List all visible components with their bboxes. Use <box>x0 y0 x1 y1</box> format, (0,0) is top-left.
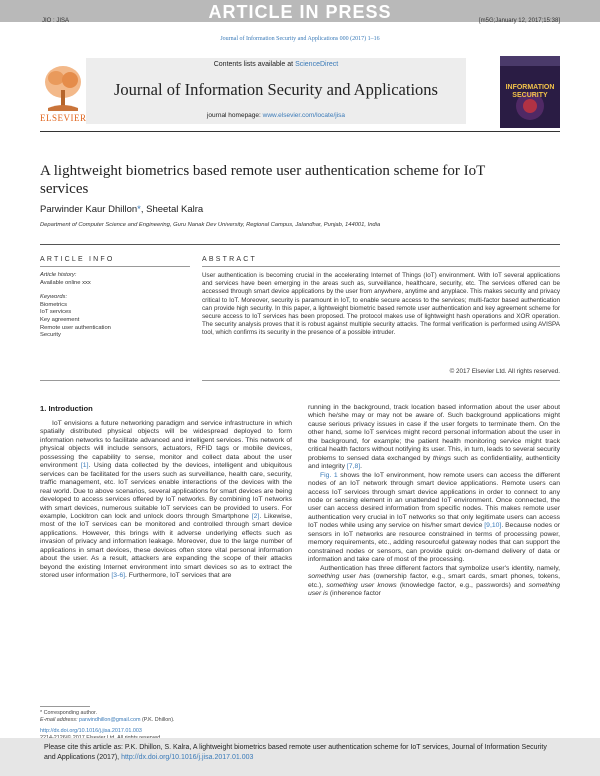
citation-link[interactable]: [3-6] <box>111 572 126 580</box>
citation-link[interactable]: [7,8] <box>346 463 361 471</box>
citation-link[interactable]: [2] <box>251 512 260 520</box>
contents-line <box>86 61 466 68</box>
info-bottom-rule <box>40 380 190 381</box>
keyword: Key agreement <box>40 316 80 323</box>
publisher-name: ELSEVIER <box>40 113 87 123</box>
abstract-heading: ABSTRACT <box>202 256 257 263</box>
email-suffix: (P.K. Dhillon). <box>140 717 175 723</box>
citation-link[interactable]: [9,10] <box>484 522 502 530</box>
journal-homepage <box>86 112 466 119</box>
paragraph: IoT envisions a future networking paradigm and service infrastructure in which spatially distributed physical objects will be widespread deployed to form information networks to facilitate advanced and intelligent services. This network of physical objects will include sensors, actuators, RFID tags or mobile devices, possessing the capability to sense, monitor and collect data about the user environment [1]. Using data collected by the devices, intelligent and ubiquitous services can be facilitated for the users such as surveillance, health care, security, traffic management, etc. IoT services enable interactions of the devices with the real world. Due to above scenarios, several applications for smart devices are being developed to access services offered by IoT networks. By combining IoT networks with smart devices, numerous suitable IoT services can be provided to users. For example, Lockitron can lock and unlock doors through Smartphone [2]. Likewise, most of the IoT services can be monitored and controlled through smart device applications. However, this brings with it adverse underlying effects such as invasion of privacy and information leakage. Moreover, due to the large number of applications in smart devices, these devices often store vital personal information about the user. As a result, attackers are expanding the scope of their attacks beyond the existing Internet environment into smart devices so as to extract the stored user information [3-6]. Furthermore, IoT services that are <box>40 420 292 580</box>
cover-title: INFORMATION SECURITY <box>505 84 555 99</box>
footnote-rule <box>40 706 90 707</box>
article-title: A lightweight biometrics based remote user authentication scheme for IoT services <box>40 163 486 197</box>
homepage-prefix: journal homepage: <box>206 112 263 119</box>
journal-reference[interactable]: Journal of Information Security and Applications 000 (2017) 1–16 <box>220 36 380 42</box>
header-divider <box>40 131 560 132</box>
citation-text <box>44 743 556 763</box>
journal-title: Journal of Information Security and Applications <box>114 80 438 99</box>
body-column-right <box>308 404 560 598</box>
keyword: Security <box>40 332 61 339</box>
keyword: Remote user authentication <box>40 324 111 331</box>
doi-link[interactable]: http://dx.doi.org/10.1016/j.jisa.2017.01.003 <box>40 728 142 734</box>
citation-link[interactable]: [1] <box>80 462 89 470</box>
affiliation: Department of Computer Science and Engineering, Guru Nanak Dev University, Regional Campus, Jalandhar, Punjab, 144001, India <box>40 222 381 228</box>
author-2[interactable]: Sheetal Kalra <box>146 204 204 215</box>
banner-title: ARTICLE IN PRESS <box>208 2 392 22</box>
figure-link[interactable]: Fig. 1 <box>320 471 338 479</box>
keyword: Biometrics <box>40 301 68 308</box>
citation-doi-link[interactable]: http://dx.doi.org/10.1016/j.jisa.2017.01.003 <box>121 754 254 761</box>
abstract-text: User authentication is becoming crucial in the accelerating Internet of Things (IoT) environment. With IoT several applications and services have been emerging in the areas such as, surveillance, healthcare, security, etc. The services offered can be accessed through smart device applications by the user from anywhere, anytime and anyplace. This makes security and privacy critical to IoT. Moreover, security is paramount in IoT, to enable secure access to the services; multi-factor based authentication can provide high security. In this paper, a lightweight biometric based remote user authentication and key agreement scheme for secure access to IoT services has been proposed. The protocol makes use of lightweight hash operations and XOR operation. The security analysis proves that it is robust against multiple security attacks. The formal verification is performed using AVISPA tool, which confirms its security in the presence of a possible intruder. <box>202 272 560 337</box>
corresponding-author-mark[interactable]: * <box>137 204 141 215</box>
contents-prefix: Contents lists available at <box>213 61 296 68</box>
author-1[interactable]: Parwinder Kaur Dhillon <box>40 204 138 215</box>
author-separator: , <box>140 204 147 215</box>
info-divider <box>40 244 560 245</box>
sciencedirect-link[interactable]: ScienceDirect <box>295 61 339 68</box>
paragraph: running in the background, track location based information about the user about which he/she may or may not be aware of. Such background applications might cause serious privacy issues in case if the user forgets to terminate them. On the other hand, some IoT services might record personal information about the user in the background, for example; the patient health monitoring service might track critical health factors without notifying its user. This, in turn, leads to several security problems to sensed data exchanged by things such as confidentiality, authenticity and integrity [7,8]. <box>308 404 560 471</box>
history-label: Article history: <box>40 272 77 278</box>
section-heading-introduction: 1. Introduction <box>40 404 93 413</box>
homepage-link[interactable]: www.elsevier.com/locate/jisa <box>262 112 346 119</box>
author-email-link[interactable]: parwindhillon@gmail.com <box>78 717 141 723</box>
paragraph: Authentication has three different factors that symbolize user's identity, namely, something user has (ownership factor, e.g., smart cards, smart phones, tokens, etc.), something user knows (knowledge factor, e.g., passwords) and something user is (inherence factor <box>308 564 560 597</box>
history-value: Available online xxx <box>40 279 91 286</box>
keyword: IoT services <box>40 309 72 316</box>
article-info-heading: ARTICLE INFO <box>40 256 115 263</box>
banner-journal-code: JIO : JISA <box>42 18 70 24</box>
keywords-label: Keywords: <box>40 294 68 301</box>
author-list <box>40 204 203 215</box>
abstract-bottom-rule <box>202 380 560 381</box>
banner-timestamp: [m5G;January 12, 2017;15:38] <box>478 18 560 24</box>
abstract-copyright: © 2017 Elsevier Ltd. All rights reserved. <box>449 368 560 375</box>
body-column-left <box>40 420 292 581</box>
info-rule <box>40 266 190 267</box>
citation-prefix: Please cite this article as: P.K. Dhillon, S. Kalra, A lightweight biometrics based remote user authentication scheme for IoT services, Journal of Information Security and Applications (2017), <box>44 744 547 761</box>
abstract-rule <box>202 266 560 267</box>
corresponding-author-note: * Corresponding author. <box>40 710 97 716</box>
article-info <box>40 272 190 340</box>
email-label: E-mail address: <box>40 717 79 723</box>
paragraph: Fig. 1 shows the IoT environment, how remote users can access the different nodes of an IoT network through smart device applications. Remote users can access IoT services through smart device applications in order to connect to any node or sensing element in an unattended IoT environment. Once connected, the user can access desired information from specific nodes. This makes remote user authentication very crucial in IoT networks so that only legitimate users can access IoT nodes while using any service on his/her smart device [9,10]. Because nodes or sensors in IoT networks are resource constrained in terms of processing power, memory requirements, etc., adding resourceful gateway nodes that can support the constrained nodes or sensors, can provide quick on-demand delivery of data or information and take care of most of the processing. <box>308 471 561 564</box>
